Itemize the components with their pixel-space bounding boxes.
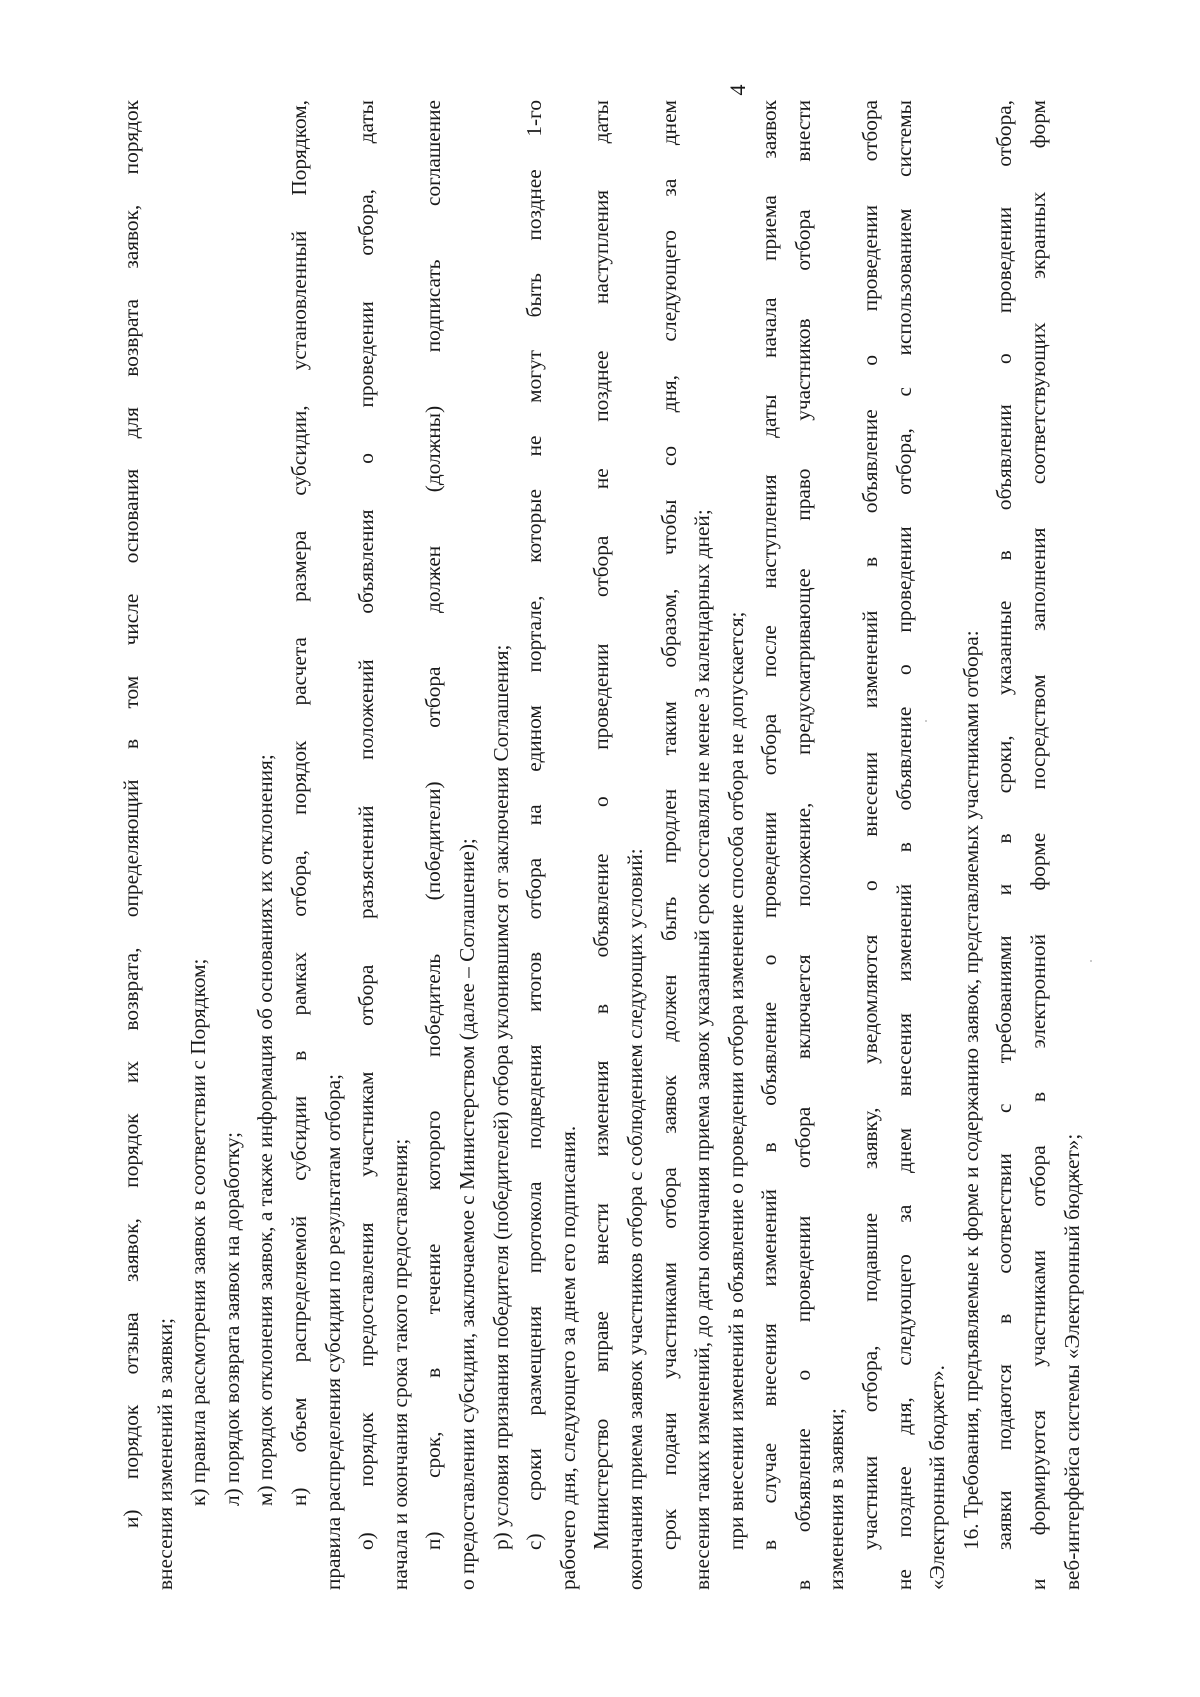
text-line: «Электронный бюджет». (925, 1365, 950, 1590)
text-line: начала и окончания срока такого предоставления; (387, 1138, 412, 1590)
scan-speck (925, 720, 927, 722)
page-number: 4 (725, 84, 750, 96)
scan-speck (1090, 960, 1092, 962)
text-line: л) порядок возврата заявок на доработку; (219, 1131, 244, 1506)
text-line: не позднее дня, следующего за днем внесения изменений в объявление о проведении отбора, с использованием системы (891, 100, 916, 1590)
text-line: в случае внесения изменений в объявление о проведении отбора после наступления даты начала приема заявок (757, 100, 782, 1550)
text-line: с) сроки размещения протокола подведения итогов отбора на едином портале, которые не могут быть позднее 1-го (522, 100, 547, 1550)
text-line: веб-интерфейса системы «Электронный бюджет»; (1059, 1133, 1084, 1590)
text-line: п) срок, в течение которого победитель (победители) отбора должен (должны) подписать соглашение (421, 100, 446, 1550)
text-line: внесения таких изменений, до даты окончания приема заявок указанный срок составлял не менее 3 календарных дней; (690, 509, 715, 1590)
text-line: о предоставлении субсидии, заключаемое с Министерством (далее – Соглашение); (454, 838, 479, 1590)
text-line: р) условия признания победителя (победителей) отбора уклонившимся от заключения Соглашения; (488, 644, 513, 1550)
document-body (115, 100, 1084, 1590)
text-line: и формируются участниками отбора в электронной форме посредством заполнения соответствующих экранных форм (1026, 100, 1051, 1590)
text-line: м) порядок отклонения заявок, а также информация об основаниях их отклонения; (253, 754, 278, 1506)
text-line: и) порядок отзыва заявок, порядок их возврата, определяющий в том числе основания для возврата заявок, порядок (119, 100, 143, 1528)
text-line: участники отбора, подавшие заявку, уведомляются о внесении изменений в объявление о проведении отбора (858, 100, 883, 1550)
text-line: внесения изменений в заявки; (152, 1317, 177, 1590)
text-line: правила распределения субсидии по результатам отбора; (320, 1074, 345, 1590)
text-line: к) правила рассмотрения заявок в соответствии с Порядком; (186, 958, 211, 1506)
text-line: при внесении изменений в объявление о проведении отбора изменение способа отбора не допускается; (723, 611, 748, 1550)
text-line: Министерство вправе внести изменения в объявление о проведении отбора не позднее наступления даты (589, 100, 614, 1550)
text-line: окончания приема заявок участников отбора с соблюдением следующих условий: (622, 848, 647, 1590)
text-line: 16. Требования, предъявляемые к форме и содержанию заявок, представляемых участниками отбора: (958, 630, 983, 1550)
text-line: срок подачи участниками отбора заявок должен быть продлен таким образом, чтобы со дня, следующего за днем (656, 100, 681, 1550)
text-line: изменения в заявки; (824, 1408, 849, 1590)
text-line: в объявление о проведении отбора включается положение, предусматривающее право участников отбора внести (790, 100, 815, 1590)
text-line: заявки подаются в соответствии с требованиями и в сроки, указанные в объявлении о проведении отбора, (992, 100, 1017, 1550)
text-line: о) порядок предоставления участникам отбора разъяснений положений объявления о проведении отбора, даты (354, 100, 379, 1550)
text-line: рабочего дня, следующего за днем его подписания. (555, 1125, 580, 1590)
text-line: н) объем распределяемой субсидии в рамках отбора, порядок расчета размера субсидии, установленный Порядком, (286, 100, 311, 1506)
